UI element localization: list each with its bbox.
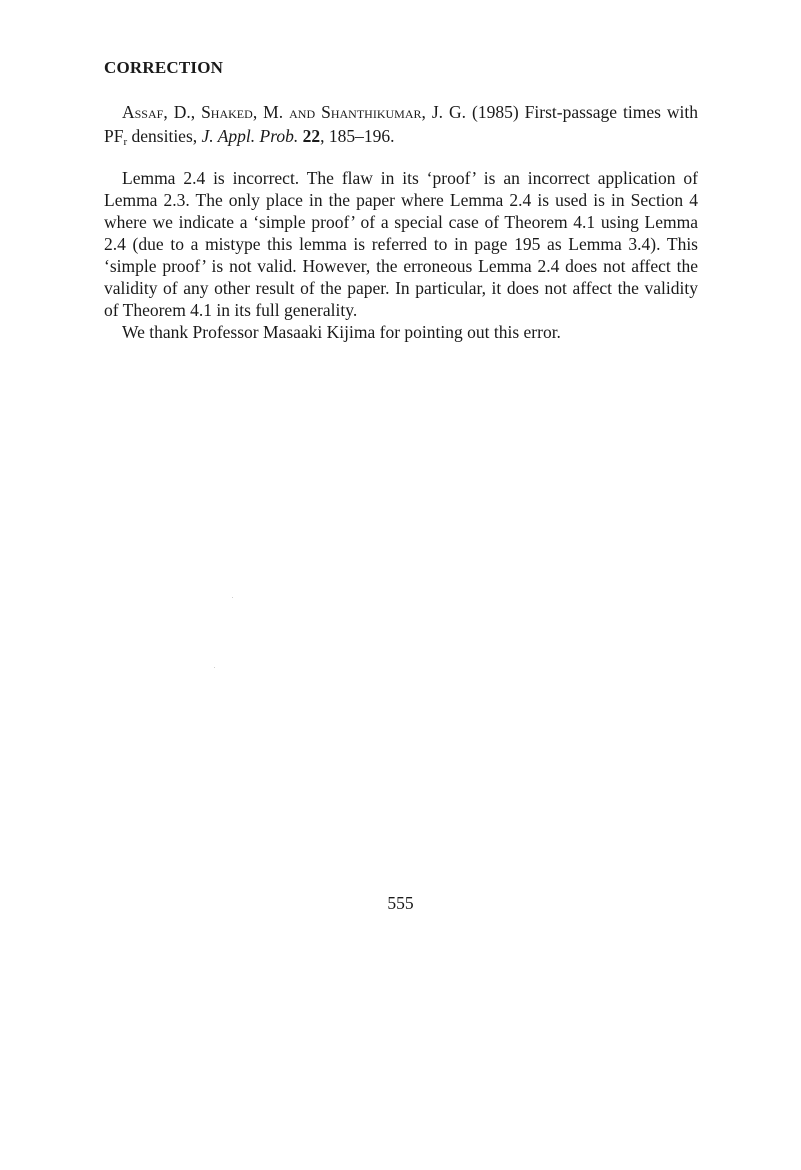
scan-speck — [214, 667, 215, 668]
paragraph-1: Lemma 2.4 is incorrect. The flaw in its ‘proof’ is an incorrect application of Lemma 2.3. The only place in the paper where Lemma 2.4 is used is in Section 4 where we indicate a ‘simple proof’ of a special case of Theorem 4.1 using Lemma 2.4 (due to a mistype this lemma is referred to in page 195 as Lemma 3.4). This ‘simple proof’ is not valid. However, the erroneous Lemma 2.4 does not affect the validity of any other result of the paper. In particular, it does not affect the validity of Theorem 4.1 in its full generality. — [104, 168, 698, 320]
author-2: Shaked — [201, 102, 253, 122]
journal-pages: , 185–196. — [320, 126, 395, 146]
correction-body — [104, 167, 698, 343]
journal-volume: 22 — [302, 126, 321, 146]
pf-subscript: r — [123, 136, 128, 148]
journal-name: J. Appl. Prob. — [201, 126, 299, 146]
and-word: and — [289, 102, 316, 122]
author-3-initial: , J. G. (1985) First-passage times with PF — [104, 102, 699, 146]
citation-after-pf: densities, — [127, 126, 202, 146]
author-2-initial: , M. — [252, 102, 290, 122]
author-3: Shanthikumar — [321, 102, 422, 122]
paragraph-2: We thank Professor Masaaki Kijima for pointing out this error. — [122, 322, 561, 342]
author-1-initial: , D., — [163, 102, 202, 122]
author-1: Assaf — [122, 102, 164, 122]
section-heading: CORRECTION — [104, 58, 224, 77]
citation — [104, 100, 698, 154]
scan-speck — [232, 597, 233, 598]
page-number: 555 — [387, 893, 414, 913]
